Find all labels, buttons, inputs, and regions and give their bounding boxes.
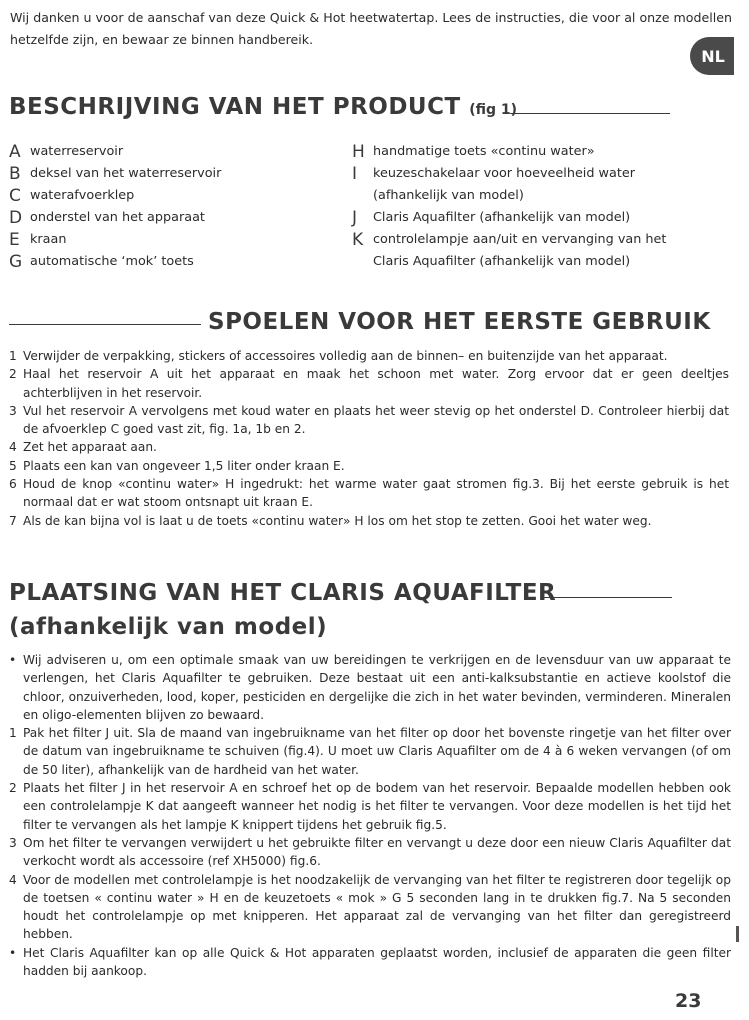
part-item-continued: Claris Aquafilter (afhankelijk van model) [373,254,631,269]
parts-list-left [9,141,221,273]
list-item: 4 Voor de modellen met controlelampje is het noodzakelijk de vervanging van het filter te registreren door tegelijk op de toetsen « continu water » H en de keuzetoets « mok » G 5 seconden lang in te drukken fig.7. Na 5 seconden houdt het controlelampje op met knipperen. Het apparaat zal de vervanging van het filter dan geregistreerd hebben. [9,872,731,942]
intro-paragraph: Wij danken u voor de aanschaf van deze Quick & Hot heetwatertap. Lees de instructies, die voor al onze modellen hetzelfde zijn, en bewaar ze binnen handbereik. [10,10,732,47]
section1-fig: (fig 1) [469,102,517,118]
list-item: 5 Plaats een kan van ongeveer 1,5 liter onder kraan E. [9,458,345,473]
page-edge-mark [736,926,739,942]
rinse-steps-list [9,347,729,530]
page-number: 23 [675,990,702,1012]
part-item: A waterreservoir [9,142,124,162]
section3-rule [540,597,672,598]
section3-subheading: (afhankelijk van model) [9,614,328,640]
list-item: 2 Haal het reservoir A uit het apparaat en maak het schoon met water. Zorg ervoor dat er geen deeltjes achterblijven in het reservoir. [9,367,729,400]
list-item: • Het Claris Aquafilter kan op alle Quick & Hot apparaten geplaatst worden, inclusief de apparaten die geen filter hadden bij aankoop. [9,945,731,979]
parts-list-right [352,141,666,273]
part-item: G automatische ‘mok’ toets [9,252,194,272]
list-item: 3 Vul het reservoir A vervolgens met koud water en plaats het weer stevig op het onderstel D. Controleer hierbij dat de afvoerklep C goed vast zit, fig. 1a, 1b en 2. [9,403,729,437]
language-badge: NL [690,37,734,75]
section2-rule [9,324,201,325]
part-item: B deksel van het waterreservoir [9,164,222,184]
list-item: 3 Om het filter te vervangen verwijdert u het gebruikte filter en vervangt u deze door een nieuw Claris Aquafilter dat verkocht wordt als accessoire (ref XH5000) fig.6. [9,835,731,869]
list-item: 1 Pak het filter J uit. Sla de maand van ingebruikname van het filter op door het bovenste ringetje van het filter over de datum van ingebruikname te schuiven (fig.4). U moet uw Claris Aquafilter om de 4 à 6 weken vervangen (of om de 50 liter), afhankelijk van de hardheid van het water. [9,726,731,777]
list-item: 2 Plaats het filter J in het reservoir A en schroef het op de bodem van het reservoir. Bepaalde modellen hebben ook een controlelampje K dat aangeeft wanneer het nodig is het filter te vervangen. Voor deze modellen is het tijd het filter te vervangen als het lampje K knippert tijdens het gebruik fig.5. [9,781,731,832]
part-item: H handmatige toets «continu water» [352,142,595,162]
section1-title: BESCHRIJVING VAN HET PRODUCT [9,94,461,120]
list-item: 4 Zet het apparaat aan. [9,440,157,455]
section2-heading: SPOELEN VOOR HET EERSTE GEBRUIK [208,309,711,335]
list-item: 6 Houd de knop «continu water» H ingedrukt: het warme water gaat stromen fig.3. Bij het eerste gebruik is het normaal dat er wat stoom ontsnapt uit kraan E. [9,477,729,510]
part-item: C waterafvoerklep [9,186,135,206]
part-item-continued: (afhankelijk van model) [373,188,524,203]
filter-steps-list [9,651,731,980]
part-item: I keuzeschakelaar voor hoeveelheid water [352,164,636,184]
section3-heading: PLAATSING VAN HET CLARIS AQUAFILTER [9,580,557,606]
list-item: • Wij adviseren u, om een optimale smaak van uw bereidingen te verkrijgen en de levensduur van uw apparaat te verlengen, het Claris Aquafilter te gebruiken. Deze bestaat uit een anti-kalksubstantie en actieve koolstof die chloor, onzuiverheden, lood, koper, pesticiden en dergelijke die zich in het water bevinden, verminderen. Mineralen en oligo-elementen blijven zo bewaard. [9,653,731,722]
section1-heading [9,94,517,120]
list-item: 1 Verwijder de verpakking, stickers of accessoires volledig aan de binnen– en buitenzijde van het apparaat. [9,349,668,363]
part-item: E kraan [9,230,67,250]
part-item: D onderstel van het apparaat [9,208,205,228]
section1-rule [510,113,670,114]
list-item: 7 Als de kan bijna vol is laat u de toets «continu water» H los om het stop te zetten. Gooi het water weg. [9,513,652,528]
part-item: K controlelampje aan/uit en vervanging van het [352,230,667,250]
part-item: J Claris Aquafilter (afhankelijk van model) [352,208,631,228]
